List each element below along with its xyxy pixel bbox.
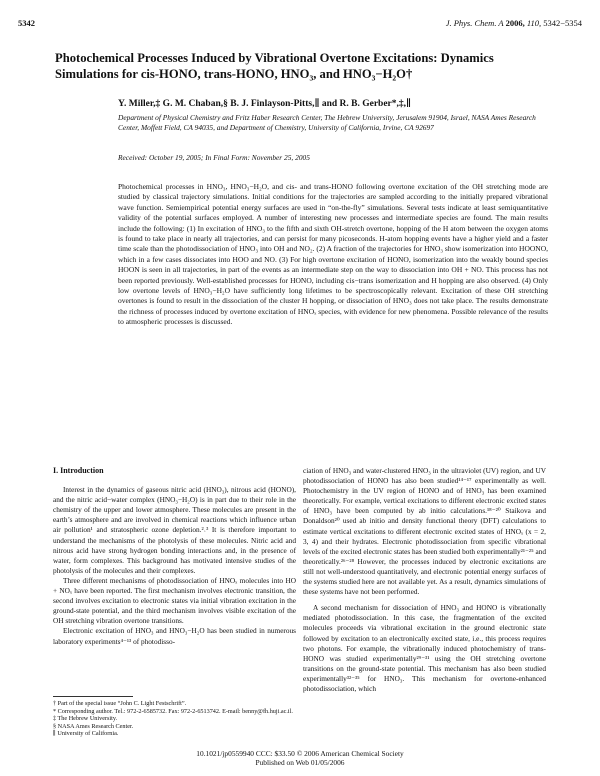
doi-line: 10.1021/jp0559940 CCC: $33.50 © 2006 American Chemical Society bbox=[196, 749, 404, 758]
journal-name: J. Phys. Chem. A bbox=[445, 18, 504, 28]
left-column bbox=[53, 466, 296, 647]
footnote: * Corresponding author. Tel.: 972-2-6585732. Fax: 972-2-6513742. E-mail: benny@fh.huji.ac.il. bbox=[53, 707, 293, 715]
abstract: Photochemical processes in HNO₃, HNO₃−H₂O, and cis- and trans-HONO following overtone excitation of the OH stretching mode are studied by classical trajectory simulations. Initial conditions for the trajectories are sampled according to the initially prepared vibrational wave function. Semiempirical potential energy surfaces are used in “on-the-fly” simulations. Several tests indicate at least semiquantitative validity of the potential surfaces employed. A number of interesting new processes and intermediate species are found. The main results include the following: (1) In excitation of HNO₃ to the fifth and sixth OH-stretch overtone, hopping of the H atom between the oxygen atoms is found to take place in nearly all trajectories, and can persist for many picoseconds. H-atom hopping events have a higher yield and a faster time scale than the photodissociation of HNO₃ into OH and NO₂. (2) A fraction of the trajectories for HNO₃ show isomerization into HOONO, which in a few cases dissociates into HOO and NO. (3) For high overtone excitation of HONO, isomerization into the weakly bound species HOON is seen in all trajectories, in part of the events as an intermediate step on the way to dissociation into OH + NO. This process has not been reported previously. Well-established processes for HONO, including cis−trans isomerization and H hopping are also observed. (4) Only low overtone levels of HNO₃−H₂O have sufficiently long lifetimes to be spectroscopically relevant. Excitation of these OH stretching overtones is found to result in the dissociation of the cluster H hopping, or dissociation of HNO₃ does not take place. The results demonstrate the richness of processes induced by overtone excitation of HNOₓ species, with evidence for new phenomena. Possible relevance of the results to atmospheric processes is discussed. bbox=[118, 182, 548, 327]
paragraph: Electronic excitation of HNO₃ and HNO₃−H₂O has been studied in numerous laboratory experiments⁴⁻¹³ of photodisso- bbox=[53, 626, 296, 646]
journal-citation bbox=[446, 18, 582, 28]
journal-volume: 110, bbox=[526, 18, 542, 28]
footnote: † Part of the special issue “John C. Light Festschrift”. bbox=[53, 700, 187, 707]
footnote: ∥ University of California. bbox=[53, 730, 119, 738]
running-head bbox=[18, 18, 582, 32]
journal-year: 2006, bbox=[505, 18, 525, 28]
published-line: Published on Web 01/05/2006 bbox=[255, 758, 345, 767]
affiliations: Department of Physical Chemistry and Fritz Haber Research Center, The Hebrew University, Jerusalem 91904, Israel, NASA Ames Research Center, Moffett Field, CA 94035, and Department of Chemistry, University of California, Irvine, CA 92697 bbox=[118, 113, 536, 132]
paragraph: ciation of HNO₃ and water-clustered HNO₃ in the ultraviolet (UV) region, and UV photodissociation of HONO has also been studied¹⁴⁻¹⁷ experimentally as well. Photochemistry in the UV region of HONO and of HNO₃ has been examined theoretically. For example, vertical excitations to different electronic excited states of HNO₃ have been computed by ab initio calculations.¹⁸⁻²⁰ Staikova and Donaldson²⁰ used ab initio and density functional theory (DFT) calculations to estimate vertical excitations to different electronic excited states of HNOₓ (x = 2, 3, 4) and their hydrates. Electronic photodissociation from specific vibrational levels of the excited electronic states has been studied both experimentally²¹⁻²⁵ and theoretically.²⁶⁻²⁸ However, the processes induced by electronic excitations are still not well-understood quantitatively, and electronic potential energy surfaces of the systems studied here are not available yet. As a result, dynamics simulations of these systems have not been performed. bbox=[303, 466, 546, 597]
article-title: Photochemical Processes Induced by Vibrational Overtone Excitations: Dynamics Simulations for cis-HONO, trans-HONO, HNO₃, and HNO₃−H₂O† bbox=[55, 51, 494, 81]
right-column bbox=[303, 466, 546, 694]
paragraph: Interest in the dynamics of gaseous nitric acid (HNO₃), nitrous acid (HONO), and the nitric acid−water complex (HNO₃−H₂O) is in part due to their role in the chemistry of the upper and lower atmosphere. These molecules are present in the earth’s atmosphere and are involved in chemical reactions which influence urban air pollution¹ and stratospheric ozone depletion.²˒³ It is therefore important to understand the mechanisms of the photolysis of these molecules. Nitric acid and nitrous acid have strong hydrogen bonding interactions and, in the presence of water, form complexes. This background has motivated intensive studies of the photolysis of the molecules and their complexes. bbox=[53, 485, 296, 575]
paragraph: Three different mechanisms of photodissociation of HNOₓ molecules into HO + NOₓ have been reported. The first mechanism involves electronic transition, the second involves excitation to electronic states via initial vibration excitation in the ground-state potential, and the third mechanism involves visible excitation of the OH stretching vibration overtone transitions. bbox=[53, 575, 296, 626]
journal-pages: 5342−5354 bbox=[543, 18, 582, 28]
paragraph: A second mechanism for dissociation of HNO₃ and HONO is vibrationally mediated photodissociation. In this case, the fragmentation of the excited molecules proceeds via vibrational excitation in the ground electronic state followed by excitation to an electronically excited state, i.e., this process requires two photons. For example, the vibrationally induced photochemistry of trans-HONO was studied experimentally²⁹⁻³¹ using the OH stretching overtone transitions on the ground-state potential. This mechanism has also been studied experimentally³²⁻³⁵ for HNO₃. This mechanism for overtone-enhanced photodissociation, which bbox=[303, 603, 546, 693]
page-number: 5342 bbox=[18, 18, 35, 28]
received-dates: Received: October 19, 2005; In Final Form: November 25, 2005 bbox=[118, 153, 310, 162]
footnote: ‡ The Hebrew University. bbox=[53, 715, 118, 723]
footnotes bbox=[53, 700, 296, 738]
footnote-rule bbox=[53, 696, 133, 697]
section-heading: I. Introduction bbox=[53, 466, 104, 475]
author-list: Y. Miller,‡ G. M. Chaban,§ B. J. Finlayson-Pitts,∥ and R. B. Gerber*,‡,∥ bbox=[118, 99, 412, 109]
footnote: § NASA Ames Research Center. bbox=[53, 722, 134, 730]
